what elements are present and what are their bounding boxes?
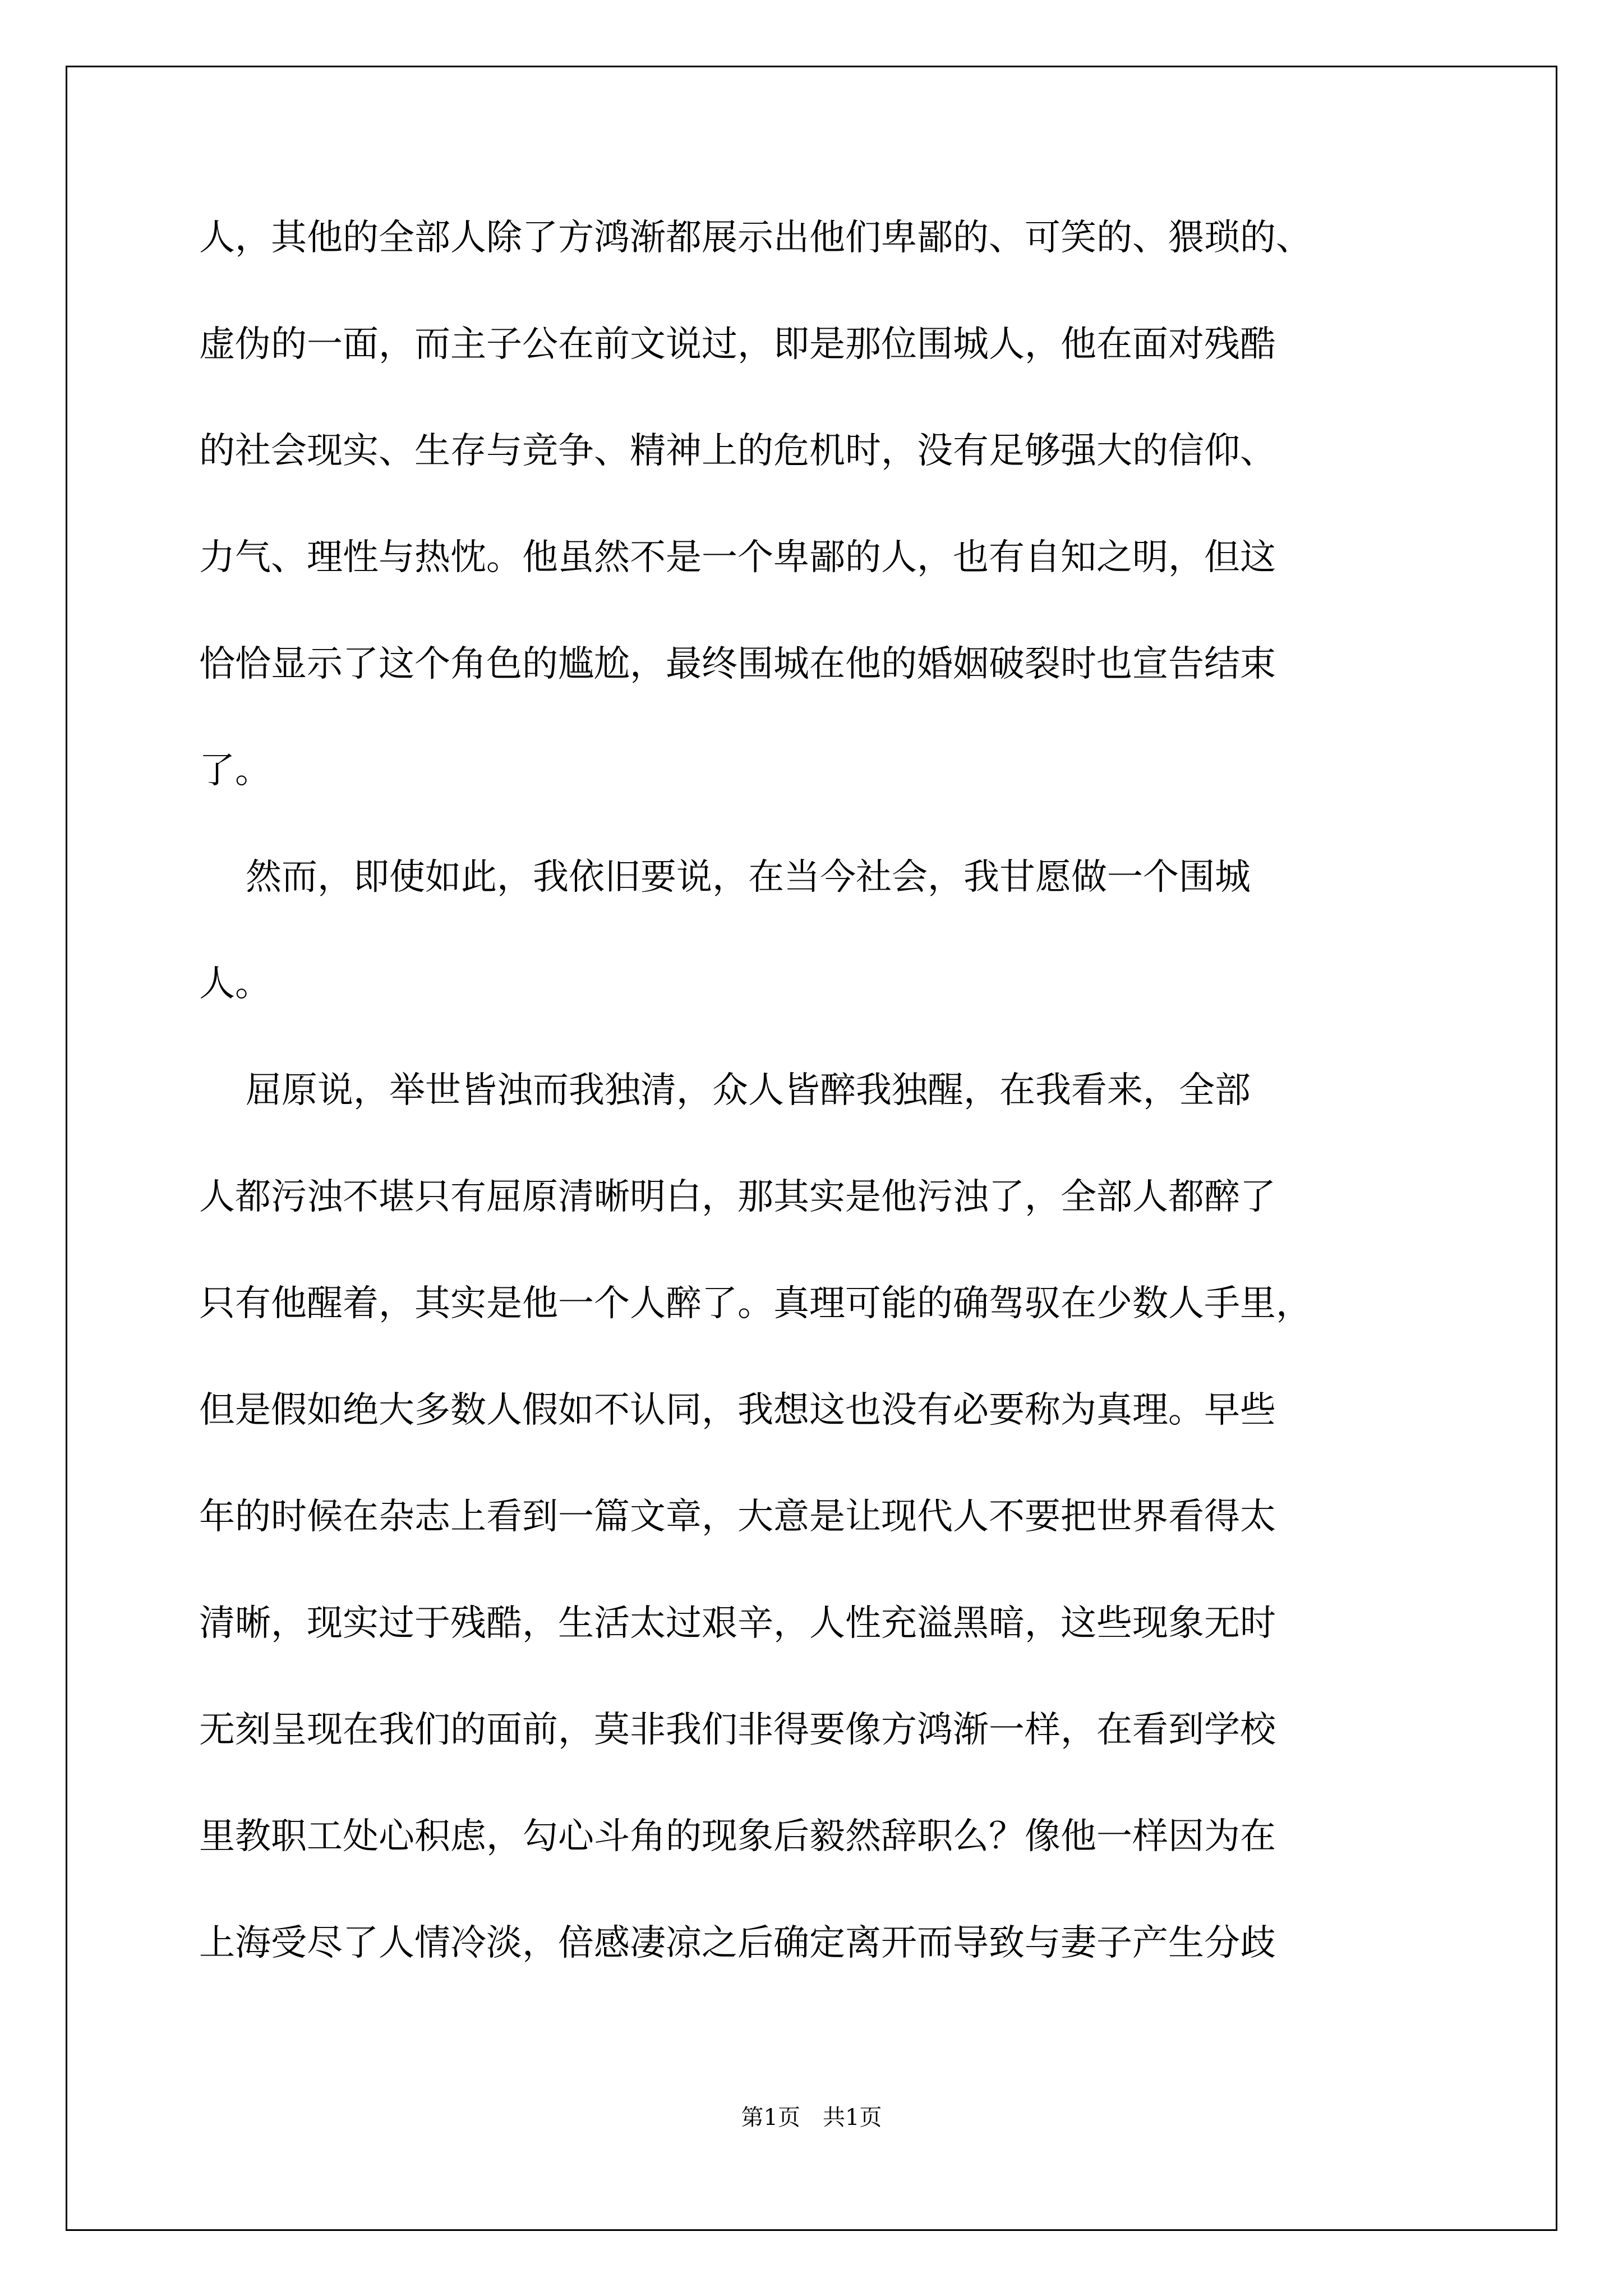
page-frame: [66, 66, 1557, 2231]
text-line-14: 清晰，现实过于残酷，生活太过艰辛，人性充溢黑暗，这些现象无时: [199, 1603, 1276, 1644]
page-footer: 第1页 共1页: [741, 2105, 882, 2131]
text-line-1: 人，其他的全部人除了方鸿渐都展示出他们卑鄙的、可笑的、猥琐的、: [199, 217, 1312, 259]
text-line-16: 里教职工处心积虑，勾心斗角的现象后毅然辞职么？像他一样因为在: [199, 1816, 1276, 1857]
text-line-7: 然而，即使如此，我依旧要说，在当今社会，我甘愿做一个围城: [246, 857, 1251, 898]
text-line-17: 上海受尽了人情冷淡，倍感凄凉之后确定离开而导致与妻子产生分歧: [199, 1922, 1276, 1964]
text-line-6: 了。: [199, 750, 271, 792]
text-line-11: 只有他醒着，其实是他一个人醉了。真理可能的确驾驭在少数人手里，: [199, 1283, 1312, 1324]
text-line-8: 人。: [199, 963, 271, 1005]
text-line-12: 但是假如绝大多数人假如不认同，我想这也没有必要称为真理。早些: [199, 1389, 1276, 1431]
text-line-4: 力气、理性与热忱。他虽然不是一个卑鄙的人，也有自知之明，但这: [199, 537, 1276, 578]
text-line-15: 无刻呈现在我们的面前，莫非我们非得要像方鸿渐一样，在看到学校: [199, 1709, 1276, 1751]
text-line-5: 恰恰显示了这个角色的尴尬，最终围城在他的婚姻破裂时也宣告结束: [199, 643, 1276, 685]
text-line-3: 的社会现实、生存与竞争、精神上的危机时，没有足够强大的信仰、: [199, 430, 1276, 472]
text-line-10: 人都污浊不堪只有屈原清晰明白，那其实是他污浊了，全部人都醉了: [199, 1176, 1276, 1218]
text-line-13: 年的时候在杂志上看到一篇文章，大意是让现代人不要把世界看得太: [199, 1496, 1276, 1538]
text-line-2: 虚伪的一面，而主子公在前文说过，即是那位围城人，他在面对残酷: [199, 324, 1276, 365]
text-line-9: 屈原说，举世皆浊而我独清，众人皆醉我独醒，在我看来，全部: [246, 1070, 1251, 1111]
